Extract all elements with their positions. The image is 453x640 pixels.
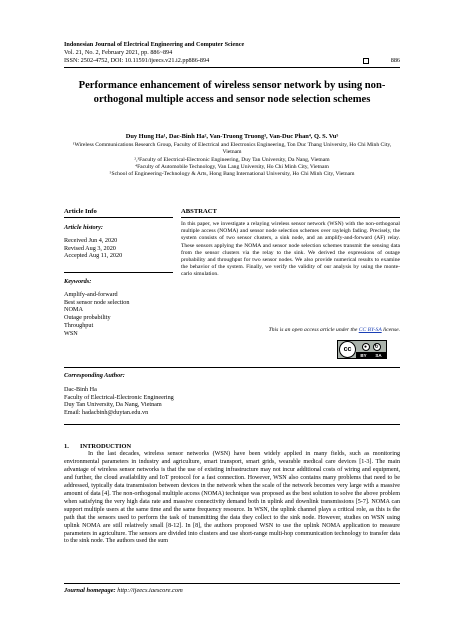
corresponding-label: Corresponding Author: <box>64 372 125 379</box>
header-rule <box>64 67 400 68</box>
cc-sa-label: SA <box>375 352 382 358</box>
issn-right <box>363 57 400 65</box>
author-list: Duy Hung Ha¹, Dac-Binh Ha², Van-Truong Truong³, Van-Duc Phan⁴, Q. S. Vu⁵ <box>125 133 339 140</box>
corresponding-email: Email: hadacbinh@duytan.edu.vn <box>64 409 149 417</box>
intro-heading <box>64 443 131 450</box>
corresponding-name: Dac-Binh Ha <box>64 385 97 393</box>
history-label: Article history: <box>64 224 104 231</box>
history-revised: Revised Aug 3, 2020 <box>64 244 116 252</box>
keywords-label: Keywords: <box>64 278 92 285</box>
keyword-item: Best sensor node selection <box>64 298 130 306</box>
license-link[interactable]: CC BY-SA <box>358 327 382 333</box>
intro-title: INTRODUCTION <box>80 443 132 450</box>
keyword-item: Outage probability <box>64 314 111 322</box>
issn-row <box>64 57 400 65</box>
license-prefix: This is an open access article under the <box>268 327 359 333</box>
abstract-heading: ABSTRACT <box>181 208 400 218</box>
history-accepted: Accepted Aug 11, 2020 <box>64 252 123 260</box>
page-number: 886 <box>390 57 400 64</box>
by-person-icon: ● <box>362 343 370 351</box>
footer-label: Journal homepage <box>64 587 114 594</box>
corresponding-faculty: Faculty of Electrical-Electronic Engineering <box>64 393 174 401</box>
keyword-item: Amplify-and-forward <box>64 290 118 298</box>
affiliation-2: ²,³Faculty of Electrical-Electronic Engineering, Duy Tan University, Da Nang, Vietnam <box>134 156 330 163</box>
cc-by-label: BY <box>360 352 367 358</box>
paper-title: Performance enhancement of wireless sensor network by using non-orthogonal multiple access and sensor node selection schemes <box>78 80 386 105</box>
keyword-item: Throughput <box>64 321 94 329</box>
intro-number: 1. <box>64 443 69 450</box>
affiliations <box>64 142 400 178</box>
issn-doi: ISSN: 2502-4752, DOI: 10.11591/ijeecs.v21.i2.pp886-894 <box>64 57 210 64</box>
license-line <box>181 327 400 333</box>
article-history <box>64 224 173 260</box>
footer-url[interactable]: http://ijeecs.iaescore.com <box>117 587 183 594</box>
cc-glyphs <box>362 343 381 351</box>
affiliation-4: ⁵School of Engineering-Technology & Arts, Hong Bang International University, Ho Chi Minh City, Vietnam <box>109 171 355 178</box>
affiliation-1: ¹Wireless Communications Research Group, Faculty of Electrical and Electronics Engineering, Ton Duc Thang University, Ho Chi Minh City, Vietnam <box>72 142 392 156</box>
corresponding-university: Duy Tan University, Da Nang, Vietnam <box>64 401 162 409</box>
license-suffix: license. <box>381 327 400 333</box>
affiliation-3: ⁴Faculty of Automobile Technology, Van Lang University, Ho Chi Minh City, Vietnam <box>135 163 329 170</box>
sa-share-icon: ↻ <box>374 344 379 350</box>
history-received: Received Jun 4, 2020 <box>64 236 118 244</box>
journal-name: Indonesian Journal of Electrical Engineering and Computer Science <box>64 41 245 48</box>
page-footer: Journal homepage: http://ijeecs.iaescore.com <box>64 587 183 594</box>
intro-paragraph: In the last decades, wireless sensor networks (WSN) have been widely applied in many fields, such as monitoring environmental parameters in industry and agriculture, smart transport, smart grids, wearable medical care devices [1-3]. The main advantage of wireless sensor networks is that the use of existing infrastructure may not incur additional costs of wiring and equipment, and further, the cloud availability and IoT protocol for a fast connection. However, WSN also contains many problems that need to be addressed, typically data transmission between devices in the network when the scale of the network becomes very large with a massive amount of data [4]. The non-orthogonal multiple access (NOMA) technique was proposed as the best solution to solve the above problem when satisfying the very high data rate and massive connectivity demand both in uplink and downlink transmissions [5-7]. NOMA can support multiple users at the same time and the same frequency resource. In WSN, the uplink channel plays a critical role, as this is the path that the sensors used to perform the task of transmitting the data they collect to the sink node. However, studies on WSN using uplink NOMA are still relatively small [8-12]. In [8], the authors proposed WSN to use the uplink NOMA application to measure parameters in agriculture. The sensors are divided into clusters and use short-range multi-hop communication technology to transfer data to the sink node. The authors used the sum <box>64 451 400 545</box>
cc-badge-right <box>356 341 386 358</box>
footer-rule <box>64 583 400 584</box>
square-icon <box>363 58 369 64</box>
keyword-item: WSN <box>64 329 78 337</box>
cc-strip <box>356 352 386 358</box>
journal-volume: Vol. 21, No. 2, February 2021, pp. 886~894 <box>64 49 173 56</box>
keywords-block <box>64 278 173 338</box>
keyword-item: NOMA <box>64 306 83 314</box>
cc-icon: cc <box>339 341 356 358</box>
abstract-text: In this paper, we investigate a relaying wireless sensor network (WSN) with the non-orthogonal multiple access (NOMA) and sensor node selection schemes over rayleigh fading. Precisely, the system consists of two sensor clusters, a sink node, and an amplify-and-forward (AF) relay. These sensors applying the NOMA and sensor node selection schemes transmit the sensing data from the sensor clusters via the relay to the sink. We derived the expressions of outage probability and throughput for two sensor nodes. We also provide numerical results to examine the behavior of the system. Finally, we verify the validity of our analysis by using the monte-carlo simulation. <box>181 221 400 278</box>
cc-by-sa-badge-icon[interactable] <box>337 340 387 359</box>
journal-header <box>64 41 400 65</box>
history-rule <box>64 272 173 273</box>
corresponding-author <box>64 372 400 417</box>
corresponding-top-rule <box>64 367 400 368</box>
corresponding-bottom-rule <box>64 424 400 425</box>
article-info-heading: Article Info <box>64 208 173 218</box>
